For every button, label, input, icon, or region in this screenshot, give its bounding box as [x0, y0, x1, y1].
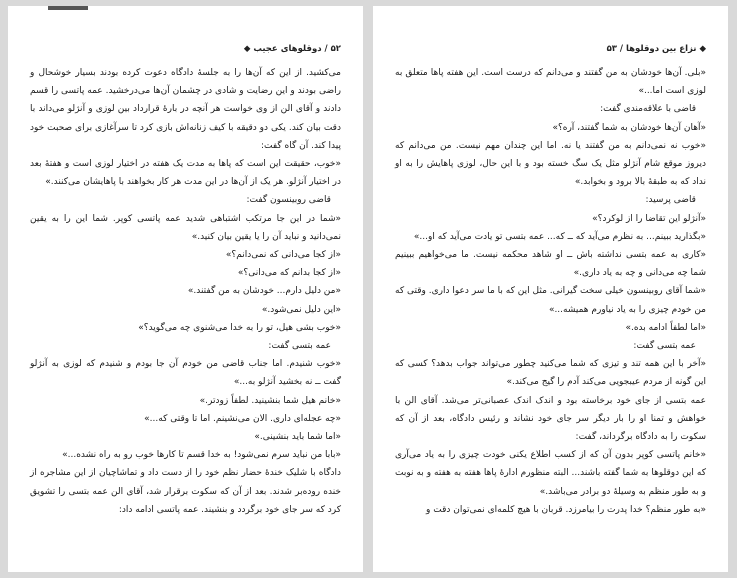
- paragraph: «شما در این جا مرتکب اشتباهی شدید عمه پاتسی کوپر. شما این را به یقین نمی‌دانید و نباید آن را یا یقین بیان کنید.»: [30, 213, 341, 242]
- left-page: [8, 6, 363, 572]
- paragraph: «بگذارید ببینم... به نظرم می‌آید که ــ که... عمه بتسی تو یادت می‌آید که او...»: [413, 231, 706, 242]
- paragraph: «خوب نه نمی‌دانم به من گفتند یا نه. اما این چندان مهم نیست. من می‌دانم که دیروز موقع شام آنژلو مثل یک سگ خسته بود و با این حال، لوزی پاهایش را به او نداد که به طبقهٔ بالا برود و بخوابد.»: [395, 140, 706, 188]
- paragraph: «کاری به عمه بتسی نداشته باش ــ او شاهد محکمه نیست. ما می‌خواهیم ببینیم شما چه می‌دانی و چه به یاد داری.»: [395, 250, 706, 279]
- paragraph: «آخر با این همه تند و تیزی که شما می‌کنید چطور می‌تواند جواب بدهد؟ کسی که این گونه از مردم عیبجویی می‌کند آدم را گیج می‌کند.»: [395, 359, 706, 388]
- paragraph: «بلی. آن‌ها خودشان به من گفتند و می‌دانم که درست است. این هفته پاها متعلق به لوزی است اما...»: [395, 68, 706, 97]
- right-page: [373, 6, 728, 572]
- paragraph: «از کجا بدانم که می‌دانی؟»: [237, 268, 341, 279]
- paragraph: «چه عجله‌ای داری. الان می‌نشینم. اما تا وقتی که...»: [144, 413, 341, 424]
- paragraph: قاضی پرسید:: [645, 195, 696, 206]
- page-edge-mark: [48, 6, 88, 10]
- right-page-body: [395, 64, 706, 560]
- paragraph: «خانم پاتسی کوپر بدون آن که از کسب اطلاع یکنی خودت چیزی را به یاد می‌آری که این دوقلوها به شما گفته باشند... البته منظورم ادارهٔ پاها هفته به هفته و به نوبت و به طور منظم به وسیلهٔ دو برادر می‌باشد.»: [395, 450, 706, 497]
- paragraph: «اما شما باید بنشینی.»: [254, 432, 341, 443]
- paragraph: «این دلیل نمی‌شود.»: [261, 304, 341, 315]
- paragraph: «بابا من نباید سرم نمی‌شود! به خدا قسم تا کارها خوب رو به راه نشده...»: [62, 450, 341, 461]
- paragraph: «خانم هیل شما بنشینید. لطفاً زودتر.»: [199, 395, 341, 406]
- paragraph: «آهان آن‌ها خودشان به شما گفتند، آره؟»: [552, 122, 706, 133]
- right-page-header: ◆ نزاع بین دوقلوها / ۵۳: [606, 44, 706, 54]
- paragraph: عمه بتسی از جای خود برخاسته بود و اندک اندک عصبانی‌تر می‌شد. آقای الن با خواهش و تمنا او را بار دیگر سر جای خود نشاند و رئیس دادگاه، بعد از آن که سکوت را به دادگاه برگرداند، گفت:: [395, 395, 706, 443]
- left-page-header: ۵۲ / دوقلوهای عجیب ◆: [243, 44, 341, 54]
- paragraph: «به طور منظم؟ خدا پدرت را بیامرزد. قربان با هیچ کلمه‌ای نمی‌توان دقت و: [426, 504, 706, 515]
- paragraph: «اما لطفاً ادامه بده.»: [625, 322, 706, 333]
- paragraph: دادگاه با شلیک خندهٔ حضار نظم خود را از دست داد و تماشاچیان از این مشاجره از خنده روده‌بر شدند. بعد از آن که سکوت برقرار شد، آقای الن عمه بتسی را تشویق کرد که سر جای خود برگردد و بنشیند. عمه پاتسی ادامه داد:: [30, 468, 341, 515]
- paragraph: عمه بتسی گفت:: [633, 341, 696, 352]
- paragraph: «از کجا می‌دانی که نمی‌دانم؟»: [225, 250, 341, 261]
- left-page-body: [30, 64, 341, 560]
- paragraph: «شما آقای روبینسون خیلی سخت گیرانی. مثل این که با ما سر دعوا داری. وقتی که من خودم چیزی را به یاد نیاورم همیشه...»: [395, 286, 706, 315]
- paragraph: «خوب، حقیقت این است که پاها به مدت یک هفته در اختیار لوزی است و هفتهٔ بعد در اختیار آنژلو. هر یک از آن‌ها در این مدت هر کار بخواهند با پاهایشان می‌کنند.»: [30, 159, 341, 188]
- paragraph: قاضی روبینسون گفت:: [246, 195, 331, 206]
- paragraph: عمه بتسی گفت:: [268, 341, 331, 352]
- paragraph: «خوب بشی هیل، تو را به خدا می‌شنوی چه می‌گوید؟»: [138, 322, 341, 333]
- paragraph: می‌کشید. از این که آن‌ها را به جلسهٔ دادگاه دعوت کرده بودند بسیار خوشحال و راضی بودند و این رضایت و شادی در چشمان آن‌ها می‌درخشید. عمه پاتسی را قسم دادند و آقای الن از وی خواست هر آنچه در بارهٔ قرارداد بین لوزی و آنژلو می‌داند با دقت بیان کند. یکی دو دقیقه با کیف زنانه‌اش بازی کرد تا سرآغازی برای صحبت خود پیدا کند. آن گاه گفت:: [30, 68, 341, 151]
- paragraph: قاضی با علاقه‌مندی گفت:: [600, 104, 696, 115]
- paragraph: «آنژلو این تقاضا را از لوکرد؟»: [592, 213, 706, 224]
- paragraph: «من دلیل دارم... خودشان به من گفتند.»: [187, 286, 341, 297]
- paragraph: «خوب شنیدم. اما جناب قاضی من خودم آن جا بودم و شنیدم که لوزی به آنژلو گفت ــ نه بخشید آنژلو به...»: [30, 359, 341, 388]
